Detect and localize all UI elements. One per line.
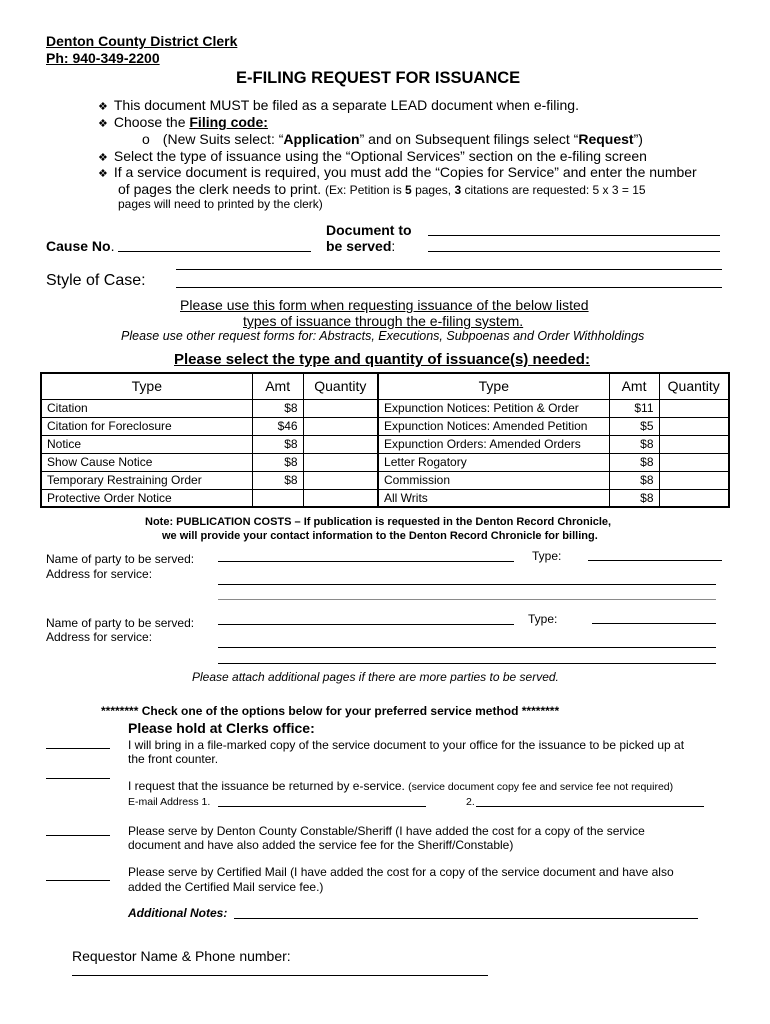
- amt-cell: $8: [252, 453, 303, 471]
- quantity-input[interactable]: [659, 417, 729, 435]
- header-amt-2: Amt: [609, 373, 659, 399]
- amt-cell: $11: [609, 399, 659, 417]
- diamond-bullet-icon: ❖: [98, 168, 108, 180]
- table-row: [41, 399, 729, 417]
- amt-cell: [252, 489, 303, 507]
- constable-text-2: document and have also added the service fee for the Sheriff/Constable): [128, 838, 514, 852]
- issuance-table: [40, 372, 730, 508]
- type-cell: Citation for Foreclosure: [41, 417, 252, 435]
- quantity-input[interactable]: [303, 471, 378, 489]
- table-row: [41, 489, 729, 507]
- party-2-name-field[interactable]: [218, 624, 514, 625]
- diamond-bullet-icon: ❖: [98, 118, 108, 130]
- header-type: Type: [41, 373, 252, 399]
- header-quantity: Quantity: [303, 373, 378, 399]
- clerk-phone: Ph: 940-349-2200: [46, 50, 160, 66]
- party-1-type-label: Type:: [532, 549, 562, 563]
- style-of-case-line-1[interactable]: [176, 269, 722, 270]
- quantity-input[interactable]: [659, 435, 729, 453]
- eservice-checkbox-line[interactable]: [46, 778, 110, 779]
- table-row: [41, 453, 729, 471]
- hold-heading: Please hold at Clerks office:: [128, 720, 315, 736]
- constable-checkbox-line[interactable]: [46, 835, 110, 836]
- type-cell: Expunction Notices: Amended Petition: [378, 417, 609, 435]
- select-heading: Please select the type and quantity of issuance(s) needed:: [174, 351, 590, 368]
- amt-cell: $8: [252, 399, 303, 417]
- instruction-4-line2: of pages the clerk needs to print. (Ex: Petition is 5 pages, 3 citations are requested: 5 x 3 = 15: [118, 181, 646, 197]
- publication-note-2: we will provide your contact information to the Denton Record Chronicle for billing.: [162, 530, 598, 542]
- type-cell: Protective Order Notice: [41, 489, 252, 507]
- style-of-case-line-2[interactable]: [176, 287, 722, 288]
- type-cell: Citation: [41, 399, 252, 417]
- party-2-type-field[interactable]: [592, 623, 716, 624]
- party-2-address-label: Address for service:: [46, 630, 153, 644]
- type-cell: Letter Rogatory: [378, 453, 609, 471]
- hold-text-2: the front counter.: [128, 752, 219, 766]
- amt-cell: $8: [609, 489, 659, 507]
- quantity-input[interactable]: [303, 453, 378, 471]
- requestor-label: Requestor Name & Phone number:: [72, 948, 291, 964]
- header-amt: Amt: [252, 373, 303, 399]
- additional-notes-label: Additional Notes:: [128, 906, 228, 920]
- email-2-label: 2.: [466, 796, 475, 808]
- party-1-name-field[interactable]: [218, 561, 514, 562]
- quantity-input[interactable]: [659, 453, 729, 471]
- quantity-input[interactable]: [659, 489, 729, 507]
- header-quantity-2: Quantity: [659, 373, 729, 399]
- party-1-address-line-2[interactable]: [218, 599, 716, 600]
- type-cell: Commission: [378, 471, 609, 489]
- document-to-be-served-label-2: be served:: [326, 238, 396, 254]
- party-1-type-field[interactable]: [588, 560, 722, 561]
- table-row: [41, 471, 729, 489]
- type-cell: Show Cause Notice: [41, 453, 252, 471]
- party-2-address-line-1[interactable]: [218, 647, 716, 648]
- publication-note-1: Note: PUBLICATION COSTS – If publication is requested in the Denton Record Chronicle,: [145, 516, 612, 528]
- page-title: E-FILING REQUEST FOR ISSUANCE: [236, 69, 521, 87]
- quantity-input[interactable]: [303, 435, 378, 453]
- service-method-heading: ******** Check one of the options below for your preferred service method ********: [101, 704, 560, 718]
- table-row: [41, 435, 729, 453]
- instruction-2-sub: o (New Suits select: “Application” and on Subsequent filings select “Request”): [142, 131, 643, 147]
- attach-note: Please attach additional pages if there are more parties to be served.: [192, 670, 559, 684]
- table-row: [41, 417, 729, 435]
- requestor-field[interactable]: [72, 975, 488, 976]
- certified-mail-checkbox-line[interactable]: [46, 880, 110, 881]
- party-2-name-label: Name of party to be served:: [46, 616, 195, 630]
- cause-no-label: Cause No.: [46, 238, 115, 254]
- header-type-2: Type: [378, 373, 609, 399]
- amt-cell: $8: [609, 435, 659, 453]
- party-1-name-label: Name of party to be served:: [46, 552, 195, 566]
- email-2-field[interactable]: [476, 806, 704, 807]
- party-2-address-line-2[interactable]: [218, 663, 716, 664]
- hold-checkbox-line[interactable]: [46, 748, 110, 749]
- amt-cell: $8: [252, 471, 303, 489]
- email-1-field[interactable]: [218, 806, 426, 807]
- notice-line-3: Please use other request forms for: Abstracts, Executions, Subpoenas and Order Withholdings: [121, 329, 645, 343]
- party-2-type-label: Type:: [528, 612, 558, 626]
- certified-mail-text-1: Please serve by Certified Mail (I have added the cost for a copy of the service document and have also: [128, 865, 674, 879]
- amt-cell: $8: [609, 453, 659, 471]
- party-1-address-line-1[interactable]: [218, 584, 716, 585]
- notice-line-2: types of issuance through the e-filing system.: [243, 313, 524, 329]
- quantity-input[interactable]: [659, 399, 729, 417]
- instruction-4: ❖ If a service document is required, you must add the “Copies for Service” and enter the number: [98, 164, 697, 180]
- instruction-1: ❖ This document MUST be filed as a separate LEAD document when e-filing.: [98, 97, 579, 113]
- amt-cell: $8: [609, 471, 659, 489]
- style-of-case-label: Style of Case:: [46, 272, 146, 289]
- party-1-address-label: Address for service:: [46, 567, 153, 581]
- constable-text-1: Please serve by Denton County Constable/Sheriff (I have added the cost for a copy of the service: [128, 824, 645, 838]
- eservice-text: I request that the issuance be returned by e-service. (service document copy fee and service fee not required): [128, 779, 674, 793]
- type-cell: Notice: [41, 435, 252, 453]
- notice-line-1: Please use this form when requesting issuance of the below listed: [180, 297, 589, 313]
- instruction-2: ❖ Choose the Filing code:: [98, 114, 268, 130]
- diamond-bullet-icon: ❖: [98, 152, 108, 164]
- type-cell: Expunction Orders: Amended Orders: [378, 435, 609, 453]
- instruction-4-line3: pages will need to printed by the clerk): [118, 197, 323, 211]
- email-1-label: E-mail Address 1.: [128, 796, 211, 808]
- hold-text-1: I will bring in a file-marked copy of the service document to your office for the issuance to be picked up at: [128, 738, 685, 752]
- table-header-row: [41, 373, 729, 399]
- certified-mail-text-2: added the Certified Mail service fee.): [128, 880, 324, 894]
- clerk-name: Denton County District Clerk: [46, 33, 238, 49]
- amt-cell: $8: [252, 435, 303, 453]
- quantity-input[interactable]: [303, 489, 378, 507]
- amt-cell: $5: [609, 417, 659, 435]
- quantity-input[interactable]: [303, 417, 378, 435]
- additional-notes-field[interactable]: [234, 918, 698, 919]
- document-field-line-2[interactable]: [428, 251, 720, 252]
- type-cell: Expunction Notices: Petition & Order: [378, 399, 609, 417]
- instruction-3: ❖ Select the type of issuance using the “Optional Services” section on the e-filing screen: [98, 148, 647, 164]
- type-cell: All Writs: [378, 489, 609, 507]
- amt-cell: $46: [252, 417, 303, 435]
- document-field-line-1[interactable]: [428, 235, 720, 236]
- diamond-bullet-icon: ❖: [98, 101, 108, 113]
- type-cell: Temporary Restraining Order: [41, 471, 252, 489]
- document-to-be-served-label: Document to: [326, 222, 412, 238]
- quantity-input[interactable]: [659, 471, 729, 489]
- quantity-input[interactable]: [303, 399, 378, 417]
- cause-no-field[interactable]: [118, 251, 311, 252]
